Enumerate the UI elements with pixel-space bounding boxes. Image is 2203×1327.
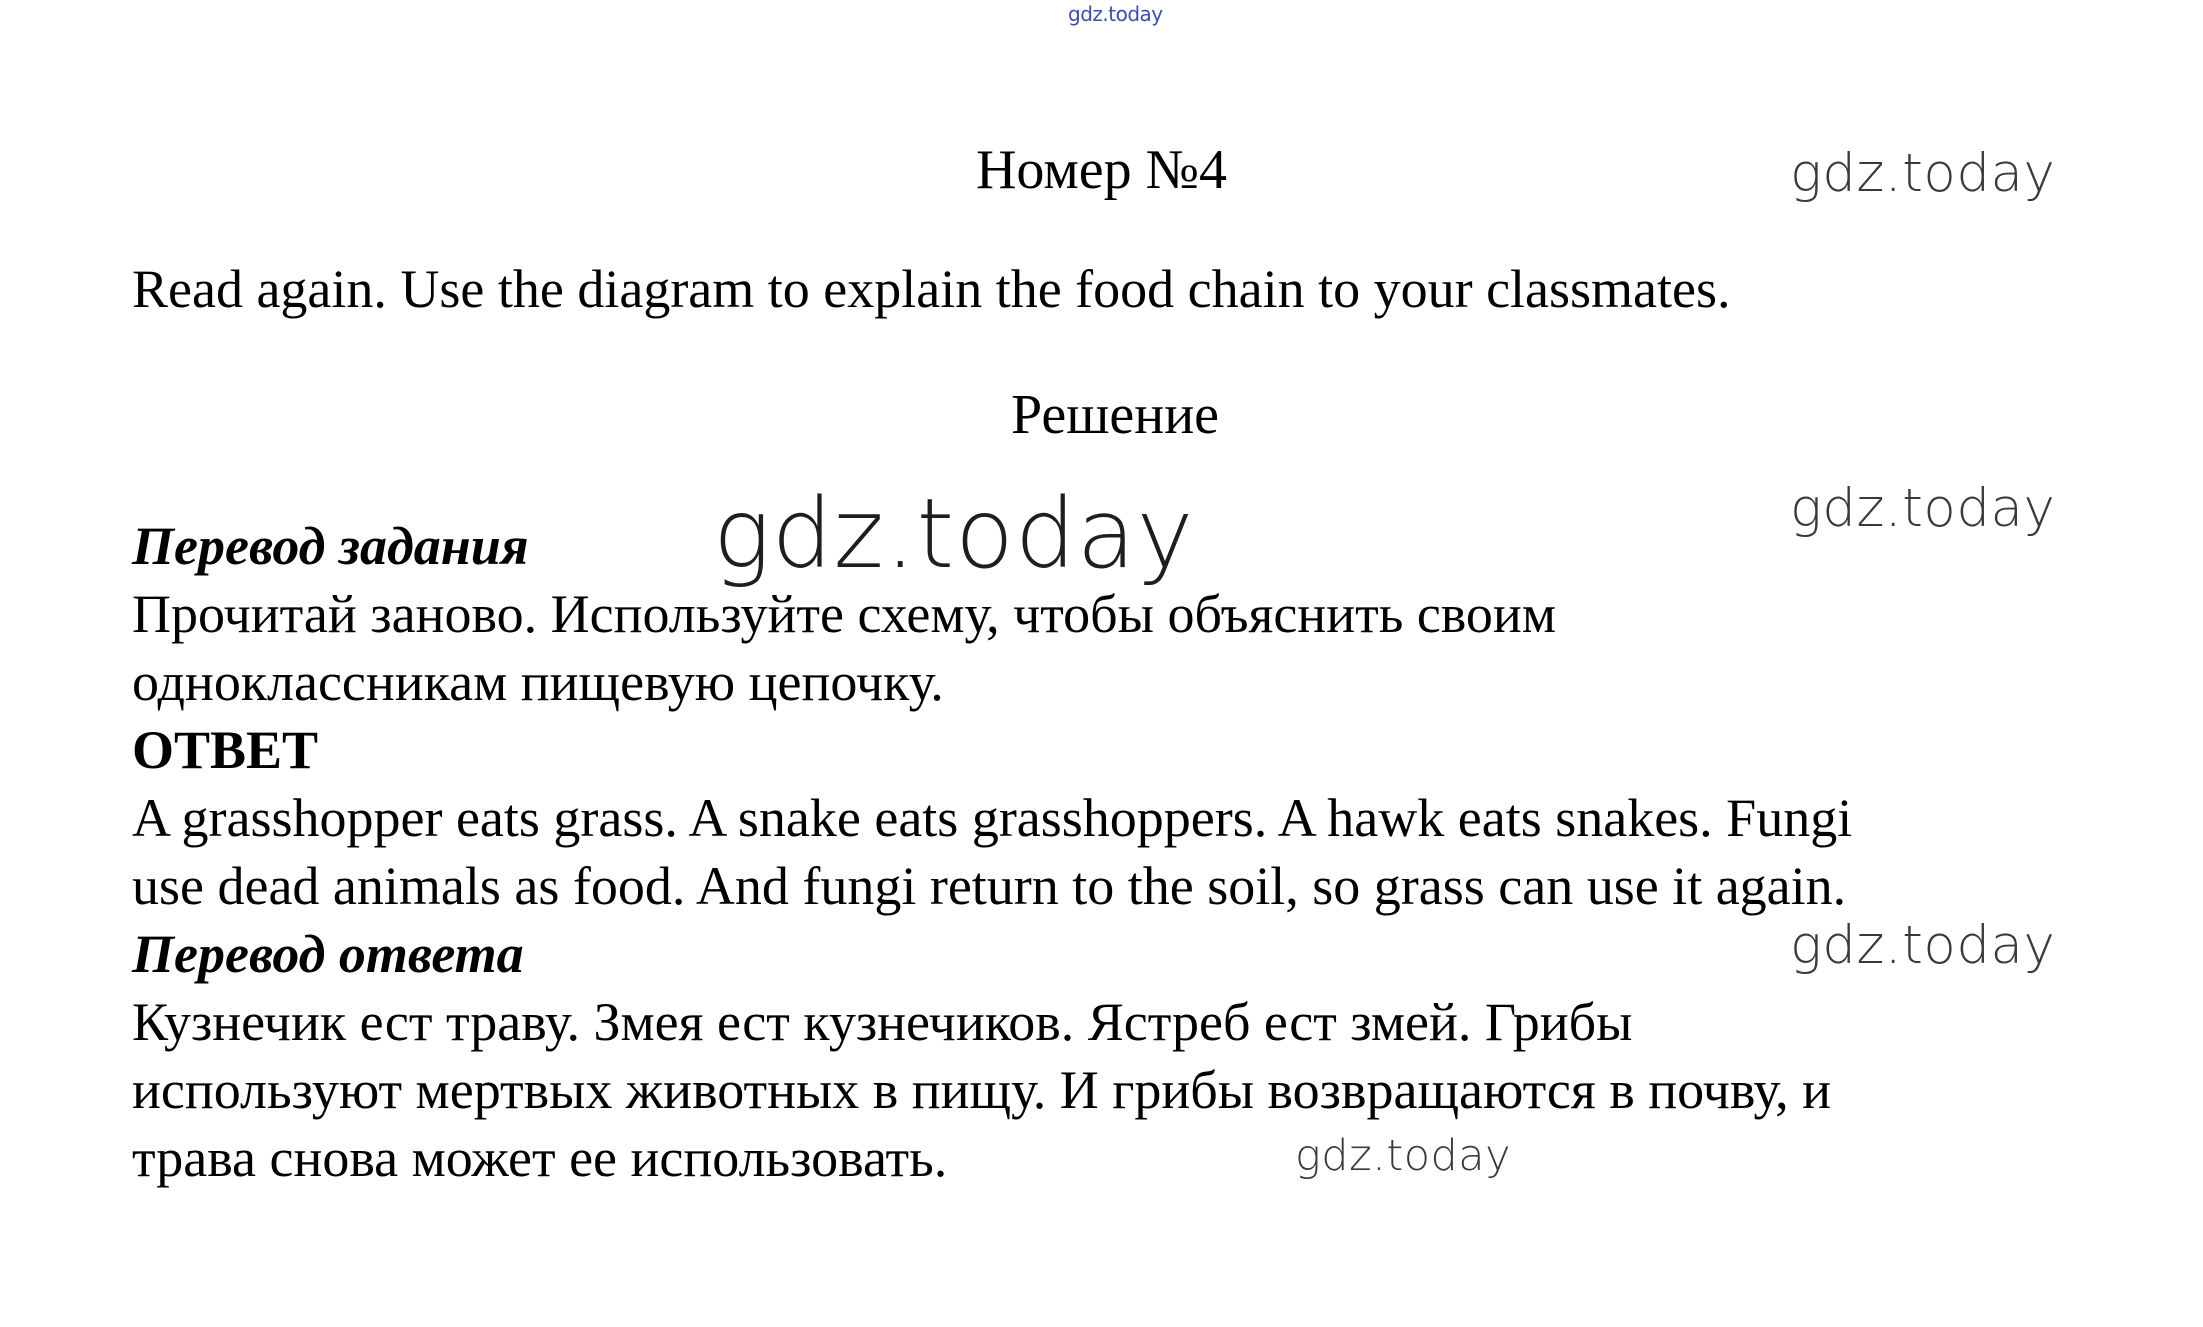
answer-line: use dead animals as food. And fungi return to the soil, so grass can use it again. (132, 856, 1847, 916)
watermark-large: gdz.today (713, 478, 1195, 590)
answer-translation-heading: Перевод ответа (132, 924, 524, 984)
answer-translation-text (132, 988, 2092, 1192)
answer-translation-line: трава снова может ее использовать. (132, 1128, 948, 1188)
task-translation-text (132, 580, 2092, 716)
solution-heading: Решение (1010, 384, 1220, 446)
watermark-right-1: gdz.today (1790, 143, 2056, 204)
task-translation-line: Прочитай заново. Используйте схему, чтобы объяснить своим (132, 584, 1556, 644)
watermark-right-3: gdz.today (1790, 915, 2056, 976)
answer-translation-line: используют мертвых животных в пищу. И грибы возвращаются в почву, и (132, 1060, 1831, 1120)
task-text: Read again. Use the diagram to explain the food chain to your classmates. (132, 259, 1731, 319)
watermark-top: gdz.today (1068, 2, 1163, 26)
page-title-text: Номер №4 (975, 139, 1228, 201)
answer-translation-line: Кузнечик ест траву. Змея ест кузнечиков. Ястреб ест змей. Грибы (132, 992, 1633, 1052)
task-translation-heading: Перевод задания (132, 516, 529, 576)
watermark-bottom: gdz.today (1295, 1131, 1512, 1181)
answer-text (132, 784, 2092, 920)
page-title (0, 138, 2203, 202)
watermark-right-2: gdz.today (1790, 478, 2056, 539)
answer-heading: ОТВЕТ (132, 720, 319, 780)
answer-line: A grasshopper eats grass. A snake eats grasshoppers. A hawk eats snakes. Fungi (132, 788, 1853, 848)
task-translation-line: одноклассникам пищевую цепочку. (132, 652, 944, 712)
